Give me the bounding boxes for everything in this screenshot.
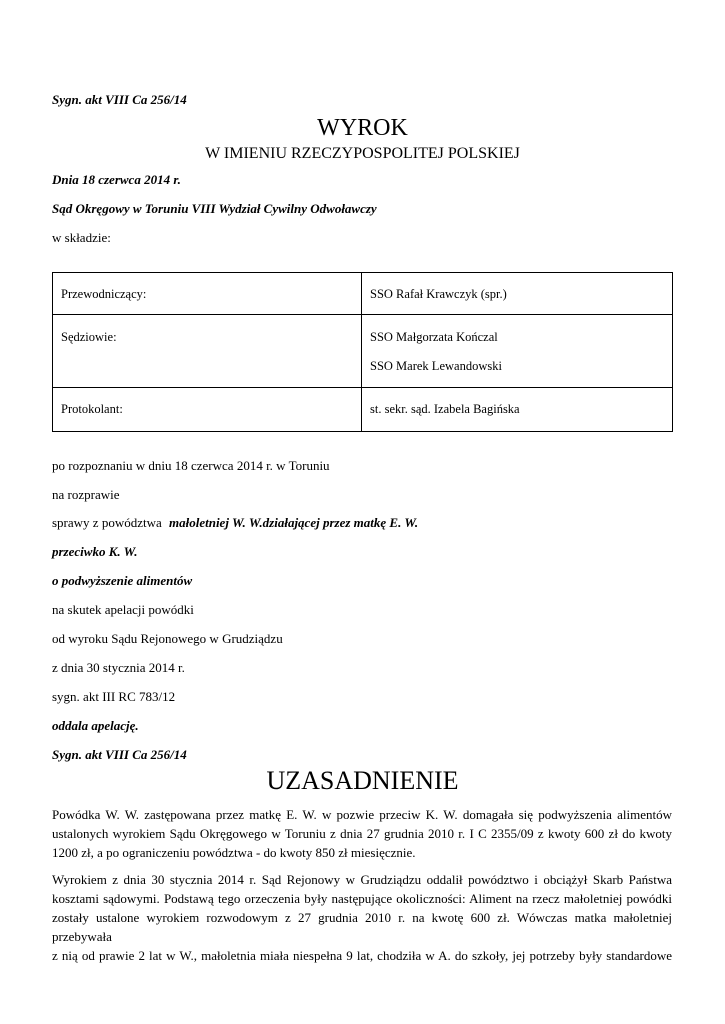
person-cell: st. sekr. sąd. Izabela Bagińska bbox=[362, 388, 673, 432]
role-cell: Protokolant: bbox=[53, 388, 362, 432]
subject-line: o podwyższenie alimentów bbox=[52, 573, 193, 588]
appeal-line: na skutek apelacji powódki bbox=[52, 602, 194, 617]
judgment-signature-line: sygn. akt III RC 783/12 bbox=[52, 689, 176, 704]
judgment-title: WYROK bbox=[317, 115, 408, 141]
from-judgment-line: od wyroku Sądu Rejonowego w Grudziądzu bbox=[52, 631, 283, 646]
table-row bbox=[53, 273, 673, 315]
justification-title: UZASADNIENIE bbox=[266, 766, 459, 795]
defendant-line: przeciwko K. W. bbox=[52, 544, 138, 559]
table-row bbox=[53, 315, 673, 388]
paragraph-line: zostały ustalone wyrokiem rozwodowym z 27 grudnia 2010 r. na kwotę 600 zł. Wówczas matka małoletniej przebywała bbox=[52, 910, 672, 944]
trial-line: na rozprawie bbox=[52, 487, 120, 502]
court-name: Sąd Okręgowy w Toruniu VIII Wydział Cywilny Odwoławczy bbox=[52, 201, 377, 216]
person-name: SSO Marek Lewandowski bbox=[370, 359, 502, 373]
paragraph-line: 1200 zł, a po ograniczeniu powództwa - do kwoty 850 zł miesięcznie. bbox=[52, 845, 416, 860]
role-cell: Przewodniczący: bbox=[53, 273, 362, 315]
paragraph-line: ustalonych wyrokiem Sądu Okręgowego w Toruniu z dnia 27 grudnia 2010 r. I C 2355/09 z kwoty 600 zł do kwoty bbox=[52, 826, 672, 841]
paragraph-line: Wyrokiem z dnia 30 stycznia 2014 r. Sąd Rejonowy w Grudziądzu oddalił powództwo i obciążył Skarb Państwa bbox=[52, 872, 672, 887]
case-party: małoletniej W. W.działającej przez matkę E. W. bbox=[169, 515, 419, 530]
case-line bbox=[52, 515, 418, 531]
paragraph-line: z nią od prawie 2 lat w W., małoletnia miała niespełna 9 lat, chodziła w A. do szkoły, jej potrzeby były standardowe bbox=[52, 948, 672, 963]
justification-paragraph-2 bbox=[52, 870, 672, 965]
table-row bbox=[53, 388, 673, 432]
case-signature-bottom: Sygn. akt VIII Ca 256/14 bbox=[52, 747, 187, 762]
justification-paragraph-1 bbox=[52, 805, 672, 862]
judgment-date: Dnia 18 czerwca 2014 r. bbox=[52, 172, 181, 187]
paragraph-line: Powódka W. W. zastępowana przez matkę E. W. w pozwie przeciw K. W. domagała się podwyższenia alimentów bbox=[52, 807, 672, 822]
case-signature-top: Sygn. akt VIII Ca 256/14 bbox=[52, 92, 187, 107]
person-name: SSO Małgorzata Kończal bbox=[370, 330, 498, 344]
judgment-subtitle: W IMIENIU RZECZYPOSPOLITEJ POLSKIEJ bbox=[205, 145, 520, 162]
hearing-line: po rozpoznaniu w dniu 18 czerwca 2014 r. w Toruniu bbox=[52, 458, 330, 473]
composition-label: w składzie: bbox=[52, 230, 111, 245]
judgment-date-line: z dnia 30 stycznia 2014 r. bbox=[52, 660, 185, 675]
person-cell bbox=[362, 315, 673, 388]
case-prefix: sprawy z powództwa bbox=[52, 515, 162, 530]
composition-table bbox=[52, 272, 673, 432]
role-cell: Sędziowie: bbox=[53, 315, 362, 388]
person-cell: SSO Rafał Krawczyk (spr.) bbox=[362, 273, 673, 315]
ruling-line: oddala apelację. bbox=[52, 718, 139, 733]
paragraph-line: kosztami sądowymi. Podstawą tego orzeczenia były następujące okoliczności: Aliment na rzecz małoletniej powódki bbox=[52, 891, 672, 906]
